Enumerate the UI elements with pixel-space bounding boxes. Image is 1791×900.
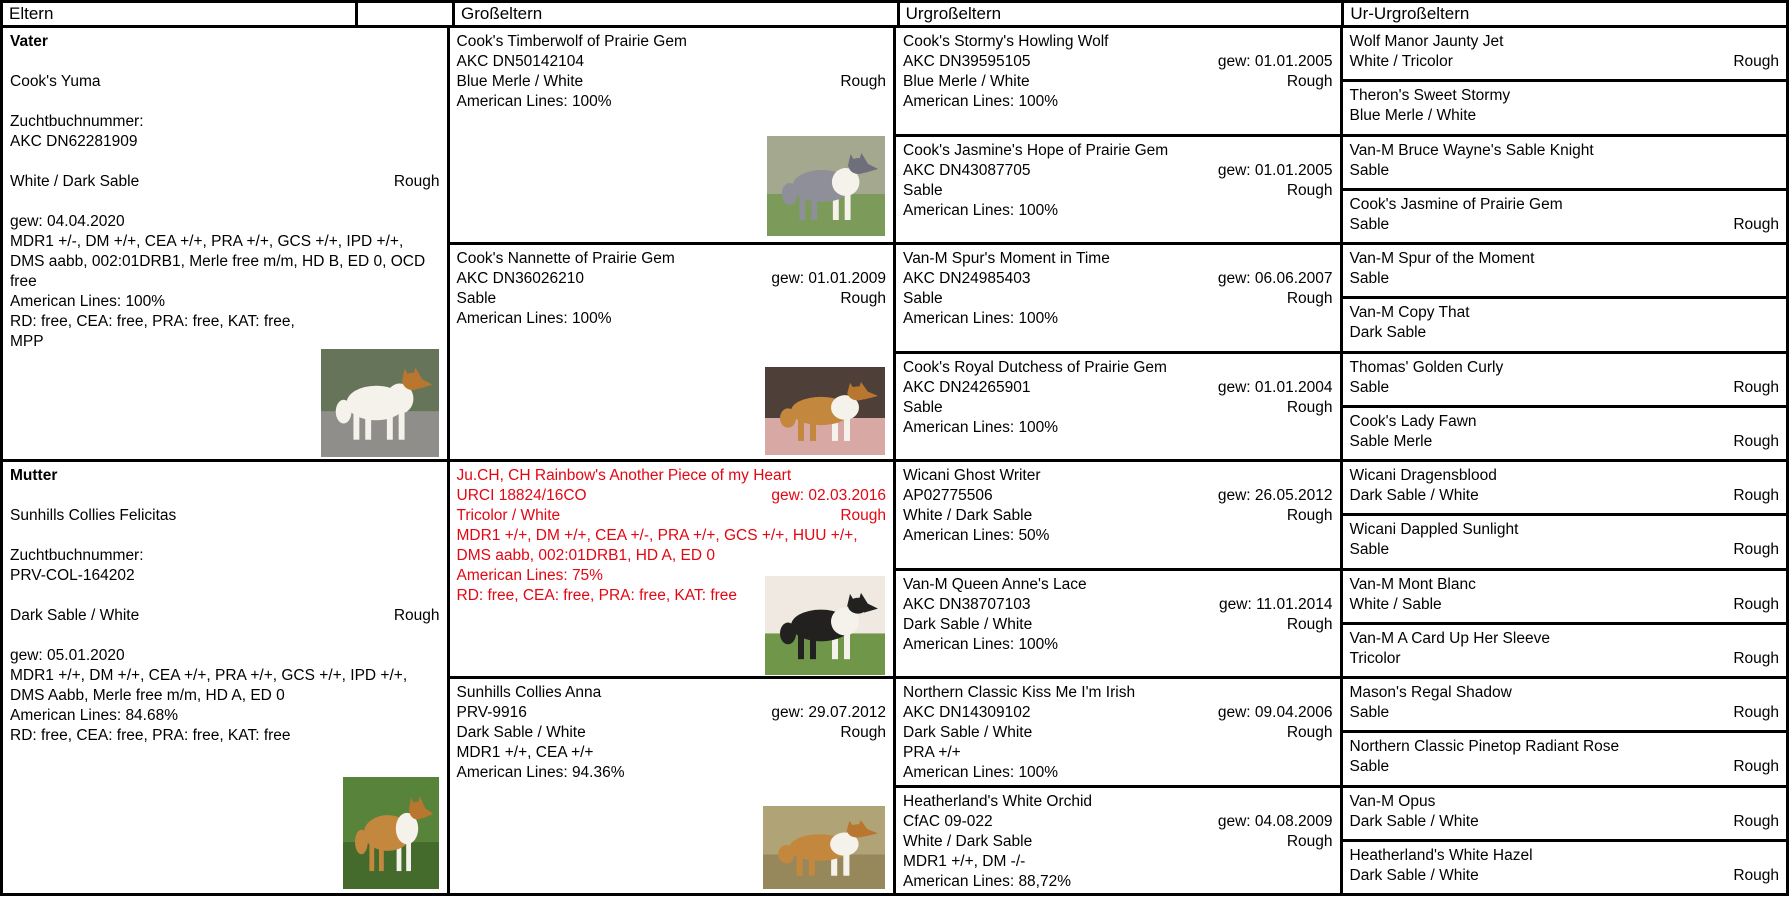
header-spacer [358, 3, 452, 25]
sire-dog-photo [321, 349, 439, 457]
coat-color: Sable [1349, 541, 1390, 559]
coat-color: Dark Sable / White [456, 724, 586, 741]
american-lines: American Lines: 100% [456, 310, 612, 327]
dog-name: Cook's Nannette of Prairie Gem [456, 250, 675, 267]
coat-type: Rough [1286, 398, 1333, 416]
coat-color: Dark Sable / White [903, 724, 1033, 741]
dog-name: Wicani Dappled Sunlight [1349, 521, 1519, 539]
great-great-grandparent-cell [1343, 625, 1787, 676]
american-lines: American Lines: 100% [903, 93, 1059, 110]
birth-date: gew: 04.08.2009 [1217, 812, 1333, 830]
dog-name: Van-M Spur of the Moment [1349, 250, 1535, 267]
great-great-grandparent-cell [1343, 191, 1787, 242]
studbook-label: Zuchtbuchnummer: [10, 113, 144, 130]
dog-name: Thomas' Golden Curly [1349, 358, 1504, 376]
great-great-grandparent-cell [1343, 733, 1787, 784]
birth-date: gew: 01.01.2005 [1217, 53, 1333, 70]
studbook-number: PRV-COL-164202 [10, 567, 135, 584]
role-label: Mutter [10, 467, 58, 484]
coat-type: Rough [1286, 832, 1333, 850]
dog-photo [763, 806, 885, 889]
american-lines: American Lines: 100% [903, 310, 1059, 327]
dam-cell [3, 462, 447, 893]
dog-name: Cook's Royal Dutchess of Prairie Gem [903, 358, 1167, 376]
coat-color: White / Dark Sable [10, 173, 140, 190]
coat-color: Tricolor [1349, 649, 1401, 667]
dog-name: Van-M Bruce Wayne's Sable Knight [1349, 141, 1594, 159]
dog-name: Northern Classic Kiss Me I'm Irish [903, 684, 1136, 701]
coat-color: Blue Merle / White [903, 73, 1030, 90]
american-lines: American Lines: 100% [903, 418, 1059, 436]
dog-name: Van-M A Card Up Her Sleeve [1349, 629, 1550, 647]
coat-type: Rough [1733, 866, 1779, 884]
reg-number: AKC DN38707103 [903, 595, 1031, 613]
coat-type: Rough [1733, 649, 1779, 667]
header-ur-urgrosseltern: Ur-Urgroßeltern [1344, 3, 1786, 25]
coat-type: Rough [1733, 758, 1779, 776]
dog-name: Ju.CH, CH Rainbow's Another Piece of my Heart [456, 467, 792, 484]
coat-type: Rough [1733, 215, 1779, 233]
great-great-grandparent-cell [1343, 408, 1787, 459]
health-tests: MDR1 +/+, CEA +/+ [456, 744, 594, 761]
great-great-grandparent-cell [1343, 788, 1787, 839]
coat-type: Rough [1733, 432, 1779, 450]
granddam-maternal-cell [450, 679, 894, 893]
grandsire-maternal-cell [450, 462, 894, 676]
american-lines: American Lines: 50% [903, 527, 1050, 544]
american-lines: American Lines: 100% [903, 764, 1059, 781]
coat-type: Rough [840, 290, 886, 307]
coat-color: Sable [1349, 215, 1390, 233]
dam-dog-photo [343, 777, 439, 889]
dog-name: Wicani Ghost Writer [903, 467, 1041, 484]
dog-name: Cook's Jasmine's Hope of Prairie Gem [903, 141, 1169, 159]
coat-color: Blue Merle / White [1349, 107, 1477, 125]
role-label: Vater [10, 33, 48, 50]
dog-photo [765, 576, 885, 675]
dog-name: Wolf Manor Jaunty Jet [1349, 33, 1504, 50]
american-lines: American Lines: 100% [456, 93, 612, 110]
pedigree-table [3, 28, 1786, 893]
reg-number: URCI 18824/16CO [456, 487, 587, 504]
coat-color: Sable [903, 398, 943, 416]
birth-date: gew: 01.01.2009 [771, 270, 886, 287]
coat-color: Dark Sable / White [10, 607, 140, 624]
birth-date: gew: 26.05.2012 [1217, 487, 1333, 504]
dog-name: Van-M Spur's Moment in Time [903, 250, 1110, 267]
dog-name: Cook's Lady Fawn [1349, 412, 1477, 430]
dog-name: Van-M Opus [1349, 792, 1436, 810]
dog-name: Cook's Stormy's Howling Wolf [903, 33, 1109, 50]
health-tests: MDR1 +/-, DM +/+, CEA +/+, PRA +/+, GCS +/+, IPD +/+, DMS aabb, 002:01DRB1, Merle free m/m, HD B, ED 0, OCD free [10, 233, 426, 290]
dog-name: Cook's Yuma [10, 73, 101, 90]
dog-name: Sunhills Collies Anna [456, 684, 602, 701]
reg-number: AKC DN50142104 [456, 53, 585, 70]
birth-date: gew: 04.04.2020 [10, 213, 125, 230]
birth-date: gew: 06.06.2007 [1217, 270, 1333, 287]
coat-color: Sable [903, 290, 943, 307]
sire-cell [3, 28, 447, 459]
reg-number: AP02775506 [903, 487, 993, 504]
dog-name: Van-M Queen Anne's Lace [903, 575, 1087, 593]
health-tests: MDR1 +/+, DM -/- [903, 852, 1026, 870]
coat-color: Sable [1349, 161, 1390, 179]
dog-name: Heatherland's White Orchid [903, 792, 1093, 810]
american-lines: American Lines: 75% [456, 567, 603, 584]
dog-name: Cook's Jasmine of Prairie Gem [1349, 195, 1563, 213]
health-tests: MDR1 +/+, DM +/+, CEA +/-, PRA +/+, GCS +/+, HUU +/+, DMS aabb, 002:01DRB1, HD A, ED 0 [456, 527, 858, 564]
coat-color: Dark Sable / White [1349, 866, 1479, 884]
coat-color: Sable [1349, 270, 1390, 287]
coat-type: Rough [840, 507, 886, 524]
coat-color: White / Sable [1349, 595, 1442, 613]
coat-type: Rough [1733, 487, 1779, 504]
birth-date: gew: 02.03.2016 [771, 487, 886, 504]
coat-type: Rough [1733, 378, 1779, 396]
birth-date: gew: 29.07.2012 [771, 704, 886, 721]
header-eltern: Eltern [3, 3, 355, 25]
coat-color: Sable [903, 181, 943, 199]
great-great-grandparent-cell [1343, 245, 1787, 296]
american-lines: American Lines: 100% [10, 293, 166, 310]
coat-color: White / Tricolor [1349, 53, 1453, 70]
great-grandparent-cell [896, 354, 1340, 460]
reg-number: AKC DN24265901 [903, 378, 1031, 396]
reg-number: AKC DN39595105 [903, 53, 1031, 70]
great-grandparent-cell [896, 28, 1340, 134]
coat-color: White / Dark Sable [903, 507, 1033, 524]
eye-exam-results: RD: free, CEA: free, PRA: free, KAT: free [10, 727, 291, 744]
coat-color: Dark Sable / White [903, 615, 1033, 633]
coat-color: White / Dark Sable [903, 832, 1033, 850]
great-great-grandparent-cell [1343, 82, 1787, 133]
dog-name: Theron's Sweet Stormy [1349, 87, 1511, 105]
great-great-grandparent-cell [1343, 571, 1787, 622]
american-lines: American Lines: 94.36% [456, 764, 625, 781]
dog-name: Wicani Dragensblood [1349, 467, 1497, 484]
coat-color: Sable [1349, 758, 1390, 776]
grandsire-paternal-cell [450, 28, 894, 242]
coat-color: Dark Sable / White [1349, 812, 1479, 830]
great-great-grandparent-cell [1343, 28, 1787, 79]
studbook-number: AKC DN62281909 [10, 133, 138, 150]
great-great-grandparent-cell [1343, 679, 1787, 730]
coat-color: Blue Merle / White [456, 73, 584, 90]
great-great-grandparent-cell [1343, 354, 1787, 405]
dog-photo [765, 367, 885, 455]
birth-date: gew: 01.01.2005 [1217, 161, 1333, 179]
reg-number: PRV-9916 [456, 704, 527, 721]
coat-type: Rough [1286, 290, 1333, 307]
header-grosseltern: Großeltern [455, 3, 897, 25]
granddam-paternal-cell [450, 245, 894, 459]
coat-type: Rough [1286, 181, 1333, 199]
great-great-grandparent-cell [1343, 516, 1787, 567]
coat-type: Rough [1733, 812, 1779, 830]
great-great-grandparent-cell [1343, 842, 1787, 893]
eye-exam-results: RD: free, CEA: free, PRA: free, KAT: free, MPP [10, 313, 295, 350]
reg-number: AKC DN43087705 [903, 161, 1031, 179]
reg-number: AKC DN14309102 [903, 704, 1031, 721]
coat-color: Sable [456, 290, 497, 307]
coat-color: Sable [1349, 704, 1390, 721]
great-grandparent-cell [896, 462, 1340, 568]
american-lines: American Lines: 100% [903, 635, 1059, 653]
american-lines: American Lines: 88,72% [903, 872, 1072, 890]
coat-type: Rough [393, 607, 440, 624]
dog-name: Van-M Copy That [1349, 304, 1470, 322]
coat-type: Rough [840, 73, 886, 90]
header-urgrosseltern: Urgroßeltern [900, 3, 1342, 25]
birth-date: gew: 01.01.2004 [1217, 378, 1333, 396]
birth-date: gew: 05.01.2020 [10, 647, 125, 664]
great-great-grandparent-cell [1343, 137, 1787, 188]
reg-number: AKC DN36026210 [456, 270, 585, 287]
coat-color: Dark Sable [1349, 324, 1427, 342]
coat-type: Rough [1286, 615, 1333, 633]
coat-type: Rough [393, 173, 440, 190]
reg-number: CfAC 09-022 [903, 812, 993, 830]
dog-photo [767, 136, 885, 236]
dog-name: Mason's Regal Shadow [1349, 684, 1512, 701]
dog-name: Cook's Timberwolf of Prairie Gem [456, 33, 687, 50]
coat-type: Rough [1733, 53, 1779, 70]
birth-date: gew: 09.04.2006 [1217, 704, 1333, 721]
reg-number: AKC DN24985403 [903, 270, 1031, 287]
dog-name: Northern Classic Pinetop Radiant Rose [1349, 738, 1620, 756]
health-tests: MDR1 +/+, DM +/+, CEA +/+, PRA +/+, GCS +/+, IPD +/+, DMS Aabb, Merle free m/m, HD A, ED 0 [10, 667, 408, 704]
coat-color: Sable [1349, 378, 1390, 396]
eye-exam-results: RD: free, CEA: free, PRA: free, KAT: free [456, 587, 738, 604]
coat-type: Rough [1733, 704, 1779, 721]
coat-color: Dark Sable / White [1349, 487, 1479, 504]
coat-color: Tricolor / White [456, 507, 561, 524]
dog-name: Van-M Mont Blanc [1349, 575, 1476, 593]
coat-color: Sable Merle [1349, 432, 1433, 450]
coat-type: Rough [1733, 541, 1779, 559]
american-lines: American Lines: 84.68% [10, 707, 179, 724]
great-grandparent-cell [896, 571, 1340, 677]
coat-type: Rough [1733, 595, 1779, 613]
studbook-label: Zuchtbuchnummer: [10, 547, 144, 564]
dog-name: Sunhills Collies Felicitas [10, 507, 177, 524]
coat-type: Rough [1286, 73, 1333, 90]
great-great-grandparent-cell [1343, 299, 1787, 350]
coat-type: Rough [1286, 507, 1333, 524]
header-row [3, 3, 1786, 28]
birth-date: gew: 11.01.2014 [1219, 595, 1333, 613]
great-grandparent-cell [896, 137, 1340, 243]
coat-type: Rough [840, 724, 886, 741]
dog-name: Heatherland's White Hazel [1349, 846, 1533, 864]
great-grandparent-cell [896, 679, 1340, 785]
great-grandparent-cell [896, 788, 1340, 894]
american-lines: American Lines: 100% [903, 201, 1059, 219]
great-grandparent-cell [896, 245, 1340, 351]
health-tests: PRA +/+ [903, 744, 961, 761]
great-great-grandparent-cell [1343, 462, 1787, 513]
coat-type: Rough [1286, 724, 1333, 741]
